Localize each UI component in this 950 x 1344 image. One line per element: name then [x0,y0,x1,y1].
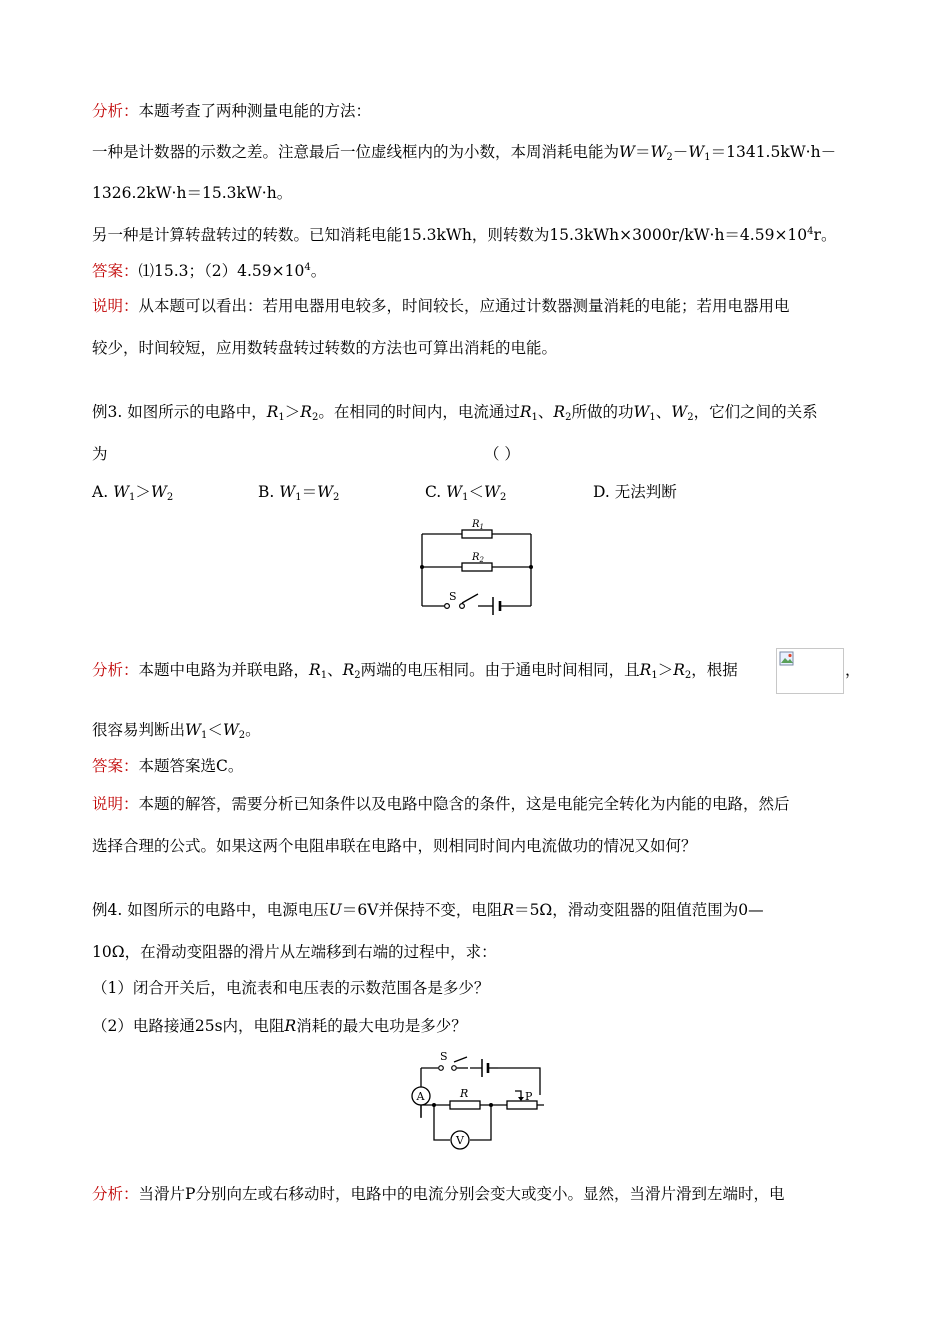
text-line: 1326.2kW·h＝15.3kW·h。 [92,184,293,202]
answer-label: 答案： [92,757,139,775]
resistor-r2 [462,563,492,571]
resistor-r [450,1101,480,1109]
text-line: 10Ω，在滑动变阻器的滑片从左端移到右端的过程中，求： [92,943,497,961]
label-switch: S [449,590,457,603]
option-d: D. 无法判断 [593,483,677,501]
label-ammeter: A [416,1090,425,1103]
text-line: 一种是计数器的示数之差。注意最后一位虚线框内的为小数，本周消耗电能为$W=W_2-W_1=1341.5kW\cdot h-$ [92,143,837,163]
junction-dot [432,1103,436,1107]
series-circuit-diagram [404,1048,554,1147]
label-slider: P [525,1090,533,1103]
label-r1: $R_1$ [472,519,484,531]
analysis-paragraph-4: 分析：当滑片P分别向左或右移动时，电路中的电流分别会变大或变小。显然，当滑片滑到左端时，电 [92,1185,785,1203]
battery-icon [478,597,500,615]
example-3-question: 例3. 如图所示的电路中，$R_1>R_2$。在相同的时间内，电流通过$R_1$、$R_2$所做的功$W_1$、$W_2$，它们之间的关系 [92,403,818,423]
answer-label: 答案： [92,262,139,280]
switch-contact [445,604,450,609]
junction-dot [420,565,424,569]
analysis-label: 分析： [92,102,139,120]
answer-paragraph-1: 答案：⑴15.3；$(2)4.59\times 10^4$。 [92,262,327,280]
note-paragraph-3: 说明：本题的解答，需要分析已知条件以及电路中隐含的条件，这是电能完全转化为内能的电路，然后 [92,795,790,813]
switch-contact [439,1066,444,1071]
analysis-label: 分析： [92,661,139,679]
option-c: C. $W_1<W_2$ [425,483,507,503]
label-resistor: R [460,1087,469,1100]
formula-image-placeholder [776,648,844,694]
text-line: 另一种是计算转盘转过的转数。已知消耗电能15.3kWh，则转数为$15.3kWh\times 3000r/kW\cdot h=4.59\times 10^4r$。 [92,226,837,244]
sub-question-1: （1）闭合开关后，电流表和电压表的示数范围各是多少？ [92,979,490,997]
label-switch: S [440,1050,448,1063]
note-label: 说明： [92,297,139,315]
answer-blank: （ ） [484,445,520,463]
example-4-question: 例4. 如图所示的电路中，电源电压U＝6V并保持不变，电阻R＝5Ω，滑动变阻器的阻值范围为0— [92,901,764,919]
analysis-paragraph-3: 分析：本题中电路为并联电路，$R_1$、$R_2$两端的电压相同。由于通电时间相同，且$R_1>R_2$，根据 [92,661,738,681]
text-line: 为 [92,445,108,463]
parallel-circuit-diagram [418,512,536,620]
sub-question-2: （2）电路接通25s内，电阻R消耗的最大电功是多少？ [92,1017,467,1035]
resistor-r1 [462,530,492,538]
analysis-label: 分析： [92,1185,139,1203]
label-r2: $R_2$ [472,552,484,564]
option-b: B. $W_1=W_2$ [258,483,340,503]
note-label: 说明： [92,795,139,813]
text-line: 很容易判断出$W_1<W_2$。 [92,721,261,741]
analysis-paragraph-1: 分析：本题考查了两种测量电能的方法： [92,102,372,120]
junction-dot [489,1103,493,1107]
switch-contact [460,604,465,609]
label-voltmeter: V [456,1134,464,1147]
broken-image-icon [779,651,795,667]
text-line: 选择合理的公式。如果这两个电阻串联在电路中，则相同时间内电流做功的情况又如何？ [92,837,697,855]
answer-paragraph-3: 答案：本题答案选C。 [92,757,244,775]
text-line: 较少，时间较短，应用数转盘转过转数的方法也可算出消耗的电能。 [92,339,558,357]
switch-contact [452,1066,457,1071]
junction-dot [529,565,533,569]
note-paragraph-1: 说明：从本题可以看出：若用电器用电较多，时间较长，应通过计数器测量消耗的电能；若用电器用电 [92,297,790,315]
rheostat [507,1101,537,1109]
option-a: A. $W_1>W_2$ [92,483,174,503]
